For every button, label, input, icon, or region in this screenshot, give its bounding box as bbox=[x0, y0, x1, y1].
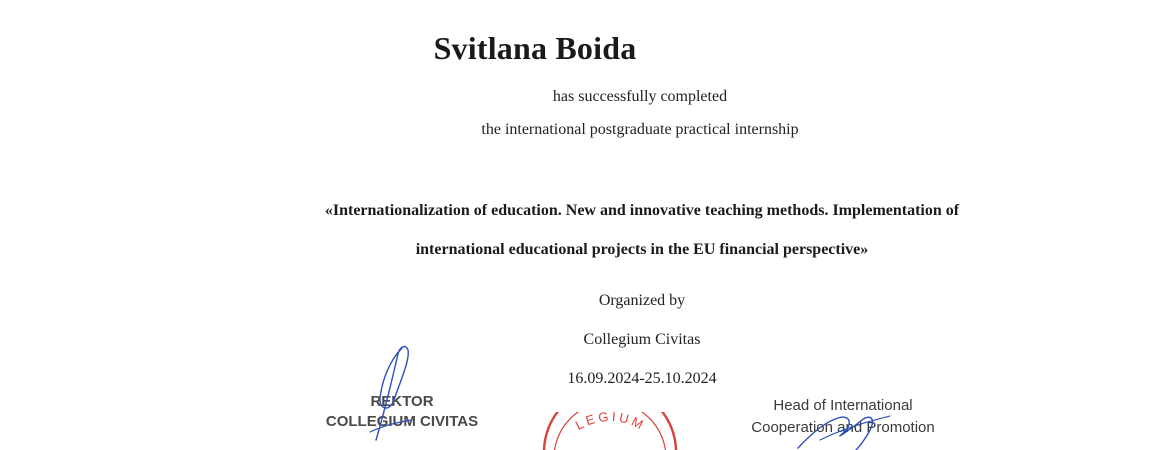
rector-title: REKTOR bbox=[370, 393, 434, 410]
recipient-name: Svitlana Boida bbox=[433, 30, 637, 66]
head-title-line-2: Cooperation and Promotion bbox=[751, 419, 935, 436]
completed-text: has successfully completed bbox=[552, 88, 728, 105]
course-title-line-1: «Internationalization of education. New and innovative teaching methods. Implementation of bbox=[324, 202, 960, 219]
rector-signature-block bbox=[322, 392, 482, 432]
svg-text:LEGIUM: LEGIUM bbox=[572, 412, 649, 434]
internship-text: the international postgraduate practical internship bbox=[481, 121, 799, 138]
course-title-line-2: international educational projects in the EU financial perspective» bbox=[415, 241, 869, 258]
organizer-name: Collegium Civitas bbox=[583, 331, 701, 348]
head-title-line-1: Head of International bbox=[773, 397, 913, 414]
rector-institution: COLLEGIUM CIVITAS bbox=[325, 413, 479, 430]
organized-by-label: Organized by bbox=[598, 292, 686, 309]
head-international-signature-block bbox=[728, 395, 958, 439]
internship-dates: 16.09.2024-25.10.2024 bbox=[567, 370, 717, 387]
official-stamp-icon bbox=[540, 412, 680, 450]
